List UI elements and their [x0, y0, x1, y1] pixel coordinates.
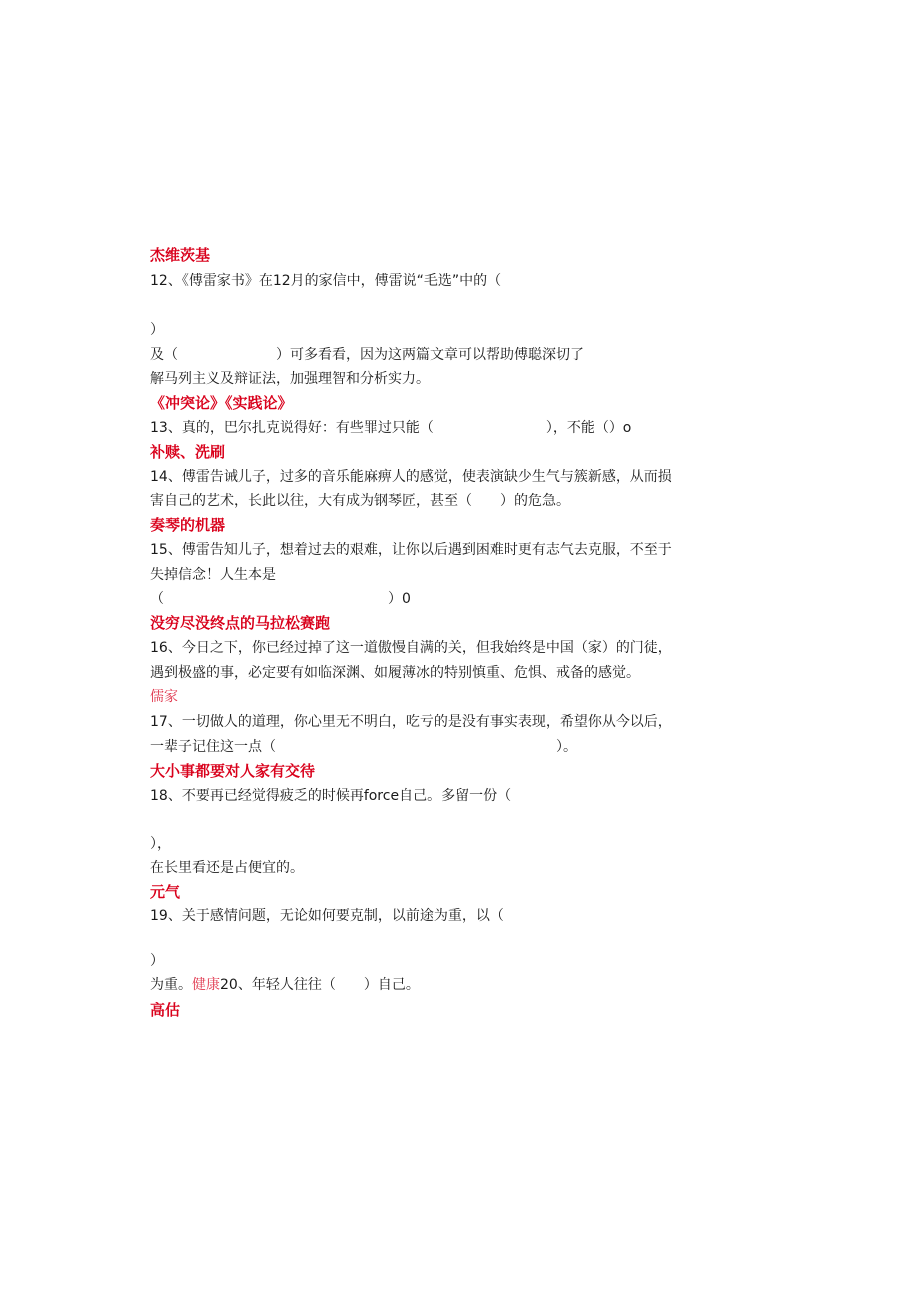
answer-15: 没穷尽没终点的马拉松赛跑 — [150, 614, 331, 632]
question-17-line-1: 17、一切做人的道理，你心里无不明白，吃亏的是没有事实表现，希望你从今以后， — [150, 714, 672, 730]
answer-16: 儒家 — [150, 689, 178, 705]
question-15-line-3: （ ）0 — [150, 591, 411, 607]
question-19-20-line — [150, 976, 420, 994]
question-19-tail: 为重。 — [150, 977, 192, 993]
question-12-line-1: 12、《傅雷家书》在12月的家信中，傅雷说“毛选”中的（ — [150, 273, 502, 289]
answer-18: 元气 — [150, 883, 181, 901]
question-18-line-2: ）， — [150, 836, 171, 852]
question-15-line-2: 失掉信念！人生本是 — [150, 567, 276, 583]
question-19-line-1: 19、关于感情问题，无论如何要克制，以前途为重，以（ — [150, 908, 504, 924]
question-16-line-1: 16、今日之下，你已经过掉了这一道傲慢自满的关，但我始终是中国（家）的门徒， — [150, 640, 672, 656]
question-20: 20、年轻人往往（ ）自己。 — [220, 977, 420, 993]
answer-12: 《冲突论》《实践论》 — [150, 394, 293, 412]
question-12-line-3: 及（ ）可多看看，因为这两篇文章可以帮助傅聪深切了 — [150, 347, 584, 363]
question-17-line-2: 一辈子记住这一点（ ）。 — [150, 739, 577, 755]
question-13: 13、真的，巴尔扎克说得好：有些罪过只能（ ），不能（）o — [150, 420, 632, 436]
question-19-line-2: ） — [150, 953, 164, 969]
question-16-line-2: 遇到极盛的事，必定要有如临深渊、如履薄冰的特别慎重、危惧、戒备的感觉。 — [150, 665, 640, 681]
question-12-line-2: ） — [150, 322, 164, 338]
answer-13: 补赎、洗刷 — [150, 443, 226, 461]
question-14-line-2: 害自己的艺术，长此以往，大有成为钢琴匠，甚至（ ）的危急。 — [150, 493, 570, 509]
answer-11: 杰维茨基 — [150, 246, 211, 264]
question-15-line-1: 15、傅雷告知儿子，想着过去的艰难，让你以后遇到困难时更有志气去克服，不至于 — [150, 542, 672, 558]
question-14-line-1: 14、傅雷告诫儿子，过多的音乐能麻痹人的感觉，使表演缺少生气与簇新感，从而损 — [150, 469, 672, 485]
answer-20: 高估 — [150, 1001, 181, 1019]
answer-19: 健康 — [192, 977, 220, 993]
question-18-line-3: 在长里看还是占便宜的。 — [150, 860, 304, 876]
answer-17: 大小事都要对人家有交待 — [150, 762, 316, 780]
answer-14: 奏琴的机器 — [150, 516, 226, 534]
question-12-line-4: 解马列主义及辩证法，加强理智和分析实力。 — [150, 371, 430, 387]
question-18-line-1: 18、不要再已经觉得疲乏的时候再force自己。多留一份（ — [150, 788, 512, 804]
